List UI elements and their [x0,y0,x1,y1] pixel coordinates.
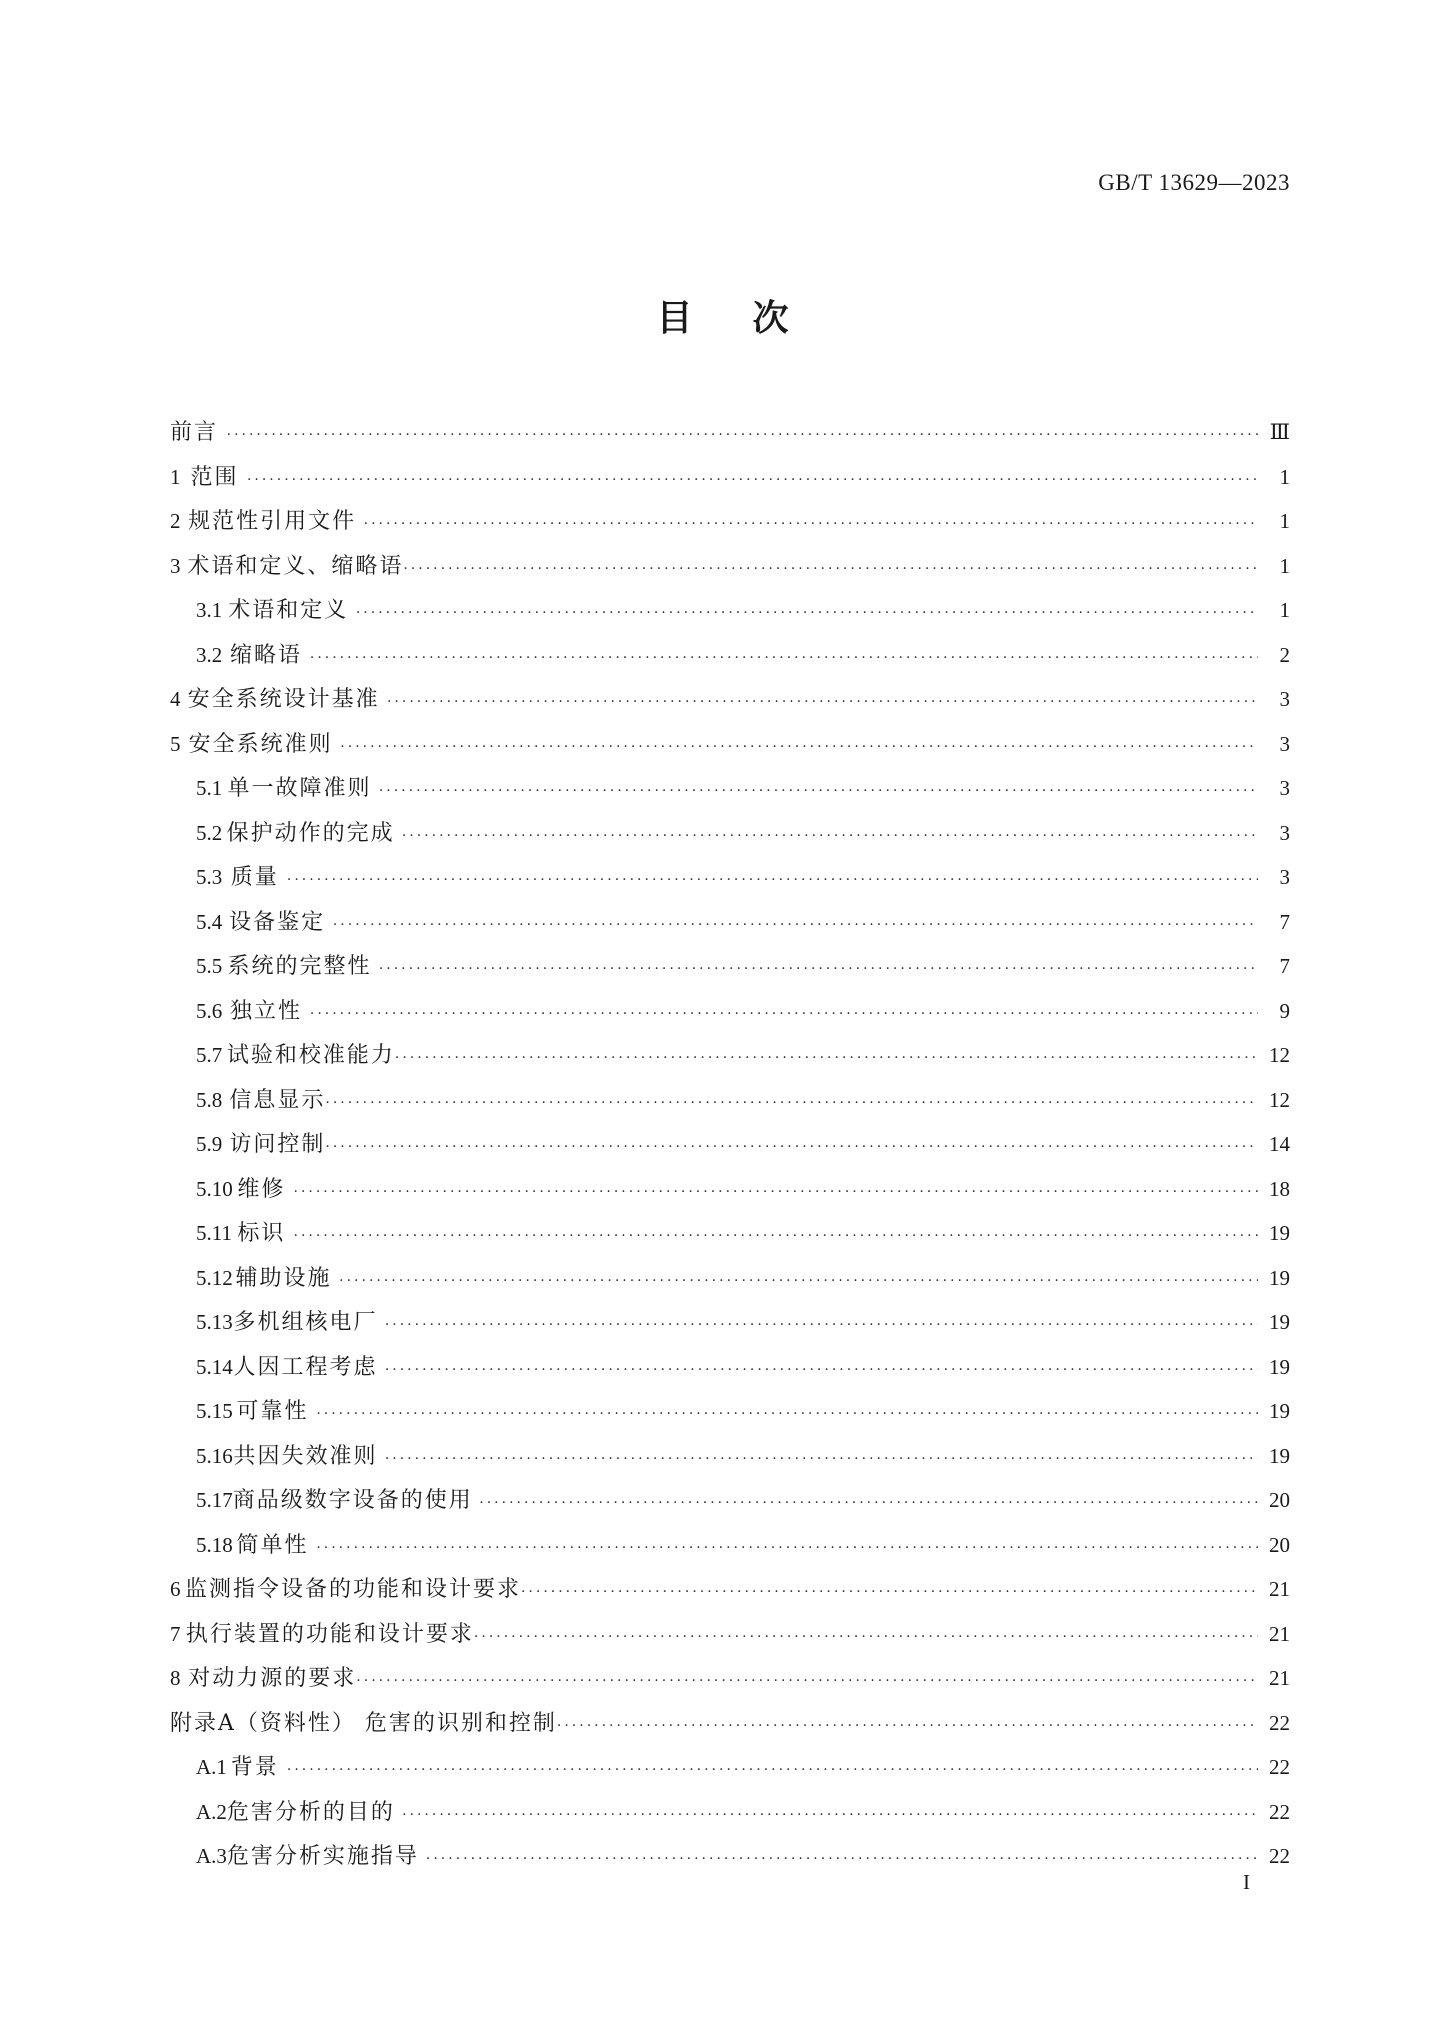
leader-dots [316,1526,1258,1571]
toc-subentry[interactable] [170,855,1290,900]
toc-entry-page: Ⅲ [1269,420,1290,444]
toc-entry-label: 保护动作的完成 [226,820,395,846]
leader-dots [356,1659,1258,1704]
leader-dots [426,1837,1258,1882]
toc-entry-label: 对动力源的要求 [188,1666,357,1691]
leader-dots [227,413,1258,458]
toc-entry-label: 商品级数字设备的使用 [232,1488,473,1513]
toc-entry-number: 5 [170,731,181,756]
toc-entry-page: 3 [1279,731,1290,756]
leader-dots [379,947,1258,992]
toc-subentry[interactable] [170,1790,1290,1835]
toc-subentry[interactable] [170,588,1290,633]
toc-entry-label: 范围 [190,464,239,490]
toc-entry-number: 5.10 [196,1176,233,1201]
toc-entry-label: 多机组核电厂 [233,1310,378,1335]
toc-subentry[interactable] [170,1122,1290,1167]
toc-entry-page: 9 [1279,998,1290,1023]
toc-entry-page: 22 [1269,1755,1290,1779]
toc-entry-label: 危害分析的目的 [226,1799,395,1825]
toc-entry-page: 1 [1279,553,1290,578]
toc-entry[interactable] [170,1656,1290,1701]
leader-dots [325,1125,1258,1170]
toc-subentry[interactable] [170,1211,1290,1256]
toc-entry-page: 1 [1279,509,1290,533]
toc-entry-number: 5.17 [196,1488,233,1512]
toc-entry[interactable] [170,544,1290,589]
toc-entry-label: 术语和定义、缩略语 [187,553,404,579]
toc-subentry[interactable] [170,900,1290,945]
toc-entry-number: 2 [170,509,181,533]
toc-entry-label: 维修 [237,1176,286,1202]
leader-dots [385,1437,1258,1482]
toc-subentry[interactable] [170,811,1290,856]
toc-entry[interactable] [170,722,1290,767]
leader-dots [364,502,1258,547]
toc-entry-page: 22 [1269,1710,1290,1735]
toc-entry-number: 3.1 [196,598,223,622]
leader-dots [294,1214,1259,1259]
toc-subentry[interactable] [170,1523,1290,1568]
toc-entry-page: 19 [1269,1265,1290,1290]
toc-entry-number: 5.13 [196,1310,233,1334]
toc-entry-page: 7 [1279,954,1290,978]
leader-dots [340,725,1258,770]
toc-entry-page: 1 [1279,598,1290,622]
toc-entry-number: 8 [170,1666,181,1690]
toc-subentry[interactable] [170,1256,1290,1301]
leader-dots [395,1036,1258,1081]
leader-dots [316,1392,1258,1437]
toc-entry-number: 5.3 [196,865,223,889]
toc-entry-label: 共因失效准则 [233,1443,378,1469]
toc-entry[interactable] [170,1612,1290,1657]
toc-entry-number: A.2 [196,1799,227,1824]
leader-dots [385,1303,1258,1348]
toc-subentry[interactable] [170,1033,1290,1078]
toc-entry-label: 监测指令设备的功能和设计要求 [184,1577,521,1602]
leader-dots [521,1570,1258,1615]
toc-entry-page: 21 [1269,1577,1290,1601]
toc-entry[interactable] [170,499,1290,544]
toc-entry-page: 3 [1279,865,1290,889]
toc-subentry[interactable] [170,633,1290,678]
toc-entry-number: 5.14 [196,1354,233,1379]
leader-dots [287,1748,1258,1793]
toc-entry-label: 访问控制 [229,1132,326,1157]
toc-entry-number: 7 [170,1621,181,1646]
toc-entry-page: 21 [1269,1666,1290,1690]
toc-entry-page: 7 [1279,909,1290,934]
toc-entry-page: 3 [1279,687,1291,711]
toc-entry-label: 标识 [237,1221,286,1246]
toc-entry[interactable] [170,1567,1290,1612]
toc-entry-page: 19 [1269,1443,1290,1468]
toc-entry-number: A.3 [196,1844,227,1868]
toc-entry-page: 22 [1269,1799,1290,1824]
toc-entry-label: 危害分析实施指导 [226,1844,419,1869]
toc-entry-number: 5.1 [196,776,223,800]
toc-entry-page: 22 [1269,1844,1290,1868]
leader-dots [402,1793,1258,1838]
leader-dots [294,1170,1259,1215]
toc-subentry[interactable] [170,1389,1290,1434]
toc-entry-page: 12 [1269,1043,1290,1067]
toc-entry-label: 信息显示 [229,1087,326,1113]
toc-entry-number: 4 [170,687,181,711]
leader-dots [403,547,1258,592]
toc-entry-number: 5.11 [196,1221,232,1245]
toc-entry-number: 5.12 [196,1265,233,1290]
toc-entry-label: 质量 [230,865,279,890]
toc-entry-number: 1 [170,464,181,489]
toc-subentry[interactable] [170,944,1290,989]
page-title: 目次 [656,298,849,339]
toc-subentry[interactable] [170,1345,1290,1390]
toc-entry-label: 规范性引用文件 [188,509,357,534]
toc-entry-page: 20 [1269,1488,1290,1512]
toc-entry-label: 背景 [230,1755,279,1780]
leader-dots [385,1348,1258,1393]
toc-entry-label: 安全系统设计基准 [187,687,380,712]
toc-entry-number: 5.8 [196,1087,223,1112]
toc-subentry[interactable] [170,1434,1290,1479]
table-of-contents [170,410,1290,1879]
toc-entry-number: 5.7 [196,1043,223,1067]
toc-entry-page: 3 [1279,776,1290,800]
leader-dots [387,680,1258,725]
toc-entry-label: 前言 [170,420,219,445]
toc-entry-page: 21 [1269,1621,1290,1646]
toc-subentry[interactable] [170,1300,1290,1345]
toc-entry[interactable] [170,677,1290,722]
toc-entry-number: 5.9 [196,1132,223,1156]
toc-entry-page: 2 [1279,642,1290,667]
toc-entry-label: 简单性 [236,1532,309,1558]
toc-subentry[interactable] [170,1167,1290,1212]
toc-entry-number: 5.6 [196,998,223,1023]
leader-dots [402,814,1258,859]
leader-dots [325,1081,1258,1126]
toc-entry-number: 5.4 [196,909,223,934]
toc-entry-preface[interactable] [170,410,1290,455]
toc-entry-page: 12 [1269,1087,1290,1112]
toc-entry-page: 19 [1269,1399,1290,1423]
toc-entry-label: 可靠性 [236,1399,309,1424]
toc-subentry[interactable] [170,1834,1290,1879]
toc-subentry[interactable] [170,1078,1290,1123]
toc-subentry[interactable] [170,766,1290,811]
toc-entry-number: 5.15 [196,1399,233,1423]
page-number: I [1243,1870,1250,1894]
toc-entry-label: 系统的完整性 [227,954,372,979]
toc-entry-page: 1 [1279,464,1290,489]
toc-entry-page: 19 [1269,1354,1290,1379]
toc-entry-label: 单一故障准则 [227,776,372,801]
leader-dots [474,1615,1258,1660]
toc-entry-number: 5.16 [196,1443,233,1468]
toc-entry-label: 辅助设施 [235,1265,332,1291]
toc-entry-label: 附录A（资料性） 危害的识别和控制 [170,1710,557,1736]
toc-entry-annex[interactable] [170,1701,1290,1746]
toc-entry-label: 术语和定义 [228,598,349,623]
leader-dots [356,591,1258,636]
toc-entry-number: 3.2 [196,642,223,667]
leader-dots [247,458,1258,503]
leader-dots [310,636,1258,681]
toc-subentry[interactable] [170,989,1290,1034]
toc-entry-number: 5.2 [196,820,223,845]
leader-dots [287,858,1258,903]
toc-entry[interactable] [170,455,1290,500]
leader-dots [339,1259,1258,1304]
toc-entry-page: 20 [1269,1532,1290,1557]
toc-entry-page: 14 [1269,1132,1290,1156]
toc-subentry[interactable] [170,1478,1290,1523]
leader-dots [379,769,1258,814]
toc-entry-number: 5.18 [196,1532,233,1557]
toc-entry-page: 3 [1279,820,1290,845]
toc-entry-label: 设备鉴定 [229,909,326,935]
toc-entry-page: 19 [1269,1221,1290,1245]
leader-dots [333,903,1258,948]
toc-entry-number: 5.5 [196,954,223,978]
toc-entry-label: 独立性 [229,998,302,1024]
toc-subentry[interactable] [170,1745,1290,1790]
leader-dots [557,1704,1258,1749]
toc-entry-label: 人因工程考虑 [233,1354,378,1380]
leader-dots [310,992,1258,1037]
standard-number: GB/T 13629—2023 [1098,170,1290,195]
toc-entry-page: 18 [1269,1176,1290,1201]
toc-entry-number: 3 [170,553,181,578]
toc-entry-label: 执行装置的功能和设计要求 [185,1621,474,1647]
toc-entry-label: 安全系统准则 [188,731,333,757]
toc-entry-page: 19 [1269,1310,1290,1334]
toc-entry-number: 6 [170,1577,181,1601]
toc-entry-number: A.1 [196,1755,227,1779]
toc-entry-label: 试验和校准能力 [226,1043,395,1068]
toc-entry-label: 缩略语 [229,642,302,668]
leader-dots [479,1481,1258,1526]
